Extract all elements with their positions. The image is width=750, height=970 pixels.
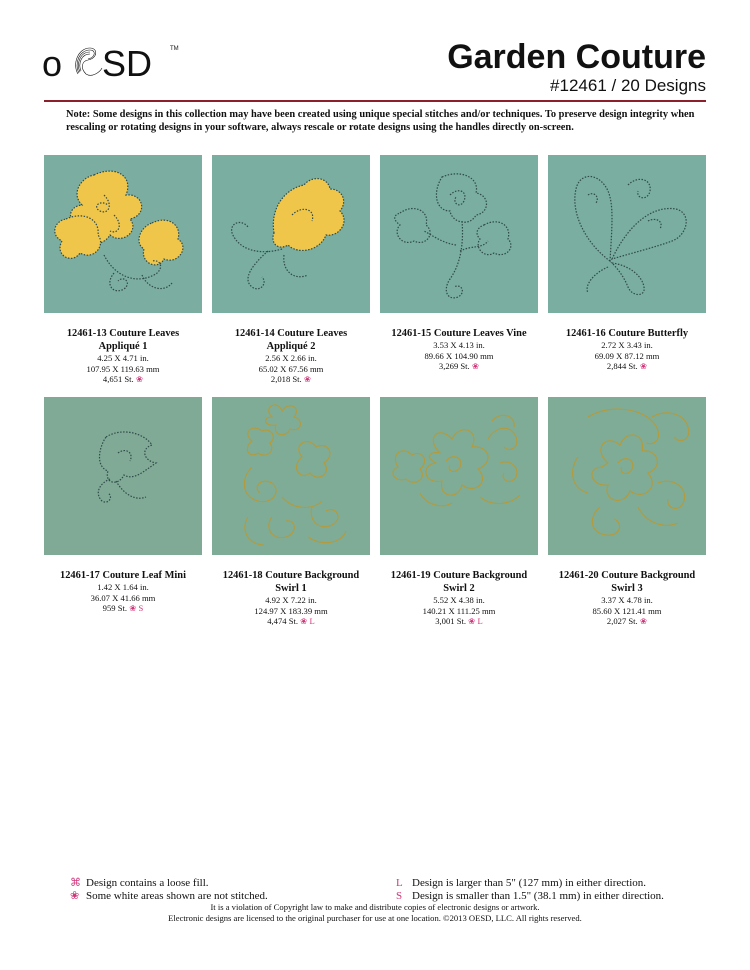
- stitch-count: 2,027 St.: [606, 616, 638, 627]
- design-title: 12461-14 Couture Leaves: [234, 328, 348, 339]
- design-title: 12461-15 Couture Leaves Vine: [391, 328, 527, 339]
- design-symbols: ❀: [639, 616, 648, 627]
- design-stitches-row: [212, 616, 370, 627]
- stitch-count: 959 St.: [102, 603, 128, 614]
- stitch-count: 4,651 St.: [102, 374, 134, 385]
- stitch-count: 2,844 St.: [606, 361, 638, 372]
- small-symbol: S: [396, 889, 403, 902]
- design-size-mm: 107.95 X 119.63 mm: [86, 363, 160, 374]
- design-title: 12461-19 Couture Background: [390, 570, 528, 581]
- design-symbols: ❀: [639, 361, 648, 372]
- oesd-logo: [42, 40, 192, 86]
- design-symbols: ❀ S: [129, 603, 144, 614]
- stitch-count: 3,001 St.: [435, 616, 467, 627]
- legend-large: [396, 877, 664, 890]
- design-size-inches: 3.37 X 4.78 in.: [601, 595, 653, 605]
- design-stitches-row: [212, 374, 370, 385]
- logo-mark: [42, 40, 192, 86]
- legend-white-areas: [70, 890, 268, 903]
- design-size-inches: 2.72 X 3.43 in.: [601, 340, 653, 350]
- design-size-mm: 65.02 X 67.56 mm: [258, 363, 324, 374]
- design-title-line2: Swirl 1: [275, 583, 307, 594]
- legend-text: Some white areas shown are not stitched.: [86, 889, 268, 902]
- design-stitches-row: [548, 616, 706, 627]
- svg-text:TM: TM: [170, 46, 179, 52]
- design-size-inches: 1.42 X 1.64 in.: [97, 582, 149, 592]
- design-symbols: ❀ L: [300, 616, 315, 627]
- design-symbols: ❀: [135, 374, 144, 385]
- design-size-mm: 124.97 X 183.39 mm: [254, 605, 328, 616]
- loose-fill-icon: ⌘: [70, 877, 81, 889]
- page-title: Garden Couture: [447, 38, 706, 76]
- design-symbols: ❀: [471, 361, 480, 372]
- stitch-count: 3,269 St.: [438, 361, 470, 372]
- legend-right: [396, 877, 664, 902]
- design-preview: [212, 155, 370, 313]
- legend-loose-fill: [70, 877, 268, 890]
- footer-copyright-2: Electronic designs are licensed to the original purchaser for use at one location. ©2013 OESD, LLC. All rights reserved.: [168, 913, 582, 923]
- design-title-line2: Appliqué 2: [266, 341, 316, 352]
- design-size-mm: 140.21 X 111.25 mm: [422, 605, 496, 616]
- design-title: 12461-13 Couture Leaves: [66, 328, 180, 339]
- svg-text:o: o: [42, 43, 63, 84]
- design-preview: [212, 397, 370, 555]
- design-size-mm: 89.66 X 104.90 mm: [424, 350, 494, 361]
- design-preview: [44, 155, 202, 313]
- design-card: [380, 155, 538, 372]
- design-card: [212, 397, 370, 627]
- design-preview: [44, 397, 202, 555]
- design-title-line2: Swirl 2: [443, 583, 475, 594]
- legend-text: Design contains a loose fill.: [86, 877, 209, 889]
- design-size-inches: 3.53 X 4.13 in.: [433, 340, 485, 350]
- design-note: Note: Some designs in this collection may have been created using unique special stitches and/or techniques. To preserve design integrity when rescaling or rotating designs in your software, always rescale or rotate designs using the handles directly on-screen.: [66, 109, 695, 133]
- design-preview: [548, 397, 706, 555]
- design-title: 12461-20 Couture Background: [558, 570, 696, 581]
- design-card: [548, 397, 706, 627]
- footer-copyright-1: It is a violation of Copyright law to make and distribute copies of electronic designs or artwork.: [210, 902, 540, 912]
- design-symbols: ❀: [303, 374, 312, 385]
- legend-small: [396, 890, 664, 903]
- design-size-inches: 5.52 X 4.38 in.: [433, 595, 485, 605]
- design-size-inches: 4.92 X 7.22 in.: [265, 595, 317, 605]
- design-title: 12461-18 Couture Background: [222, 570, 360, 581]
- white-areas-icon: ❀: [70, 889, 80, 902]
- stitch-count: 4,474 St.: [267, 616, 299, 627]
- design-title-line2: Swirl 3: [611, 583, 643, 594]
- design-card: [380, 397, 538, 627]
- design-card: [44, 155, 202, 385]
- stitch-count: 2,018 St.: [270, 374, 302, 385]
- design-title-line2: Appliqué 1: [98, 341, 148, 352]
- legend-text: Design is smaller than 1.5" (38.1 mm) in either direction.: [412, 889, 664, 902]
- design-card: [548, 155, 706, 372]
- design-size-mm: 85.60 X 121.41 mm: [592, 605, 662, 616]
- design-size-inches: 2.56 X 2.66 in.: [265, 353, 317, 363]
- design-symbols: ❀ L: [468, 616, 483, 627]
- design-card: [212, 155, 370, 385]
- design-size-mm: 69.09 X 87.12 mm: [594, 350, 660, 361]
- design-title: 12461-16 Couture Butterfly: [565, 328, 689, 339]
- design-stitches-row: [380, 361, 538, 372]
- large-symbol: L: [396, 877, 403, 889]
- svg-text:SD: SD: [102, 43, 153, 84]
- design-stitches-row: [548, 361, 706, 372]
- legend-left: [70, 877, 268, 902]
- design-size-inches: 4.25 X 4.71 in.: [97, 353, 149, 363]
- design-size-mm: 36.07 X 41.66 mm: [90, 592, 156, 603]
- legend-text: Design is larger than 5" (127 mm) in either direction.: [412, 877, 647, 889]
- design-preview: [380, 155, 538, 313]
- design-stitches-row: [44, 374, 202, 385]
- design-title: 12461-17 Couture Leaf Mini: [60, 570, 186, 581]
- design-stitches-row: [380, 616, 538, 627]
- header-divider: [44, 100, 706, 102]
- design-preview: [548, 155, 706, 313]
- design-preview: [380, 397, 538, 555]
- design-card: [44, 397, 202, 614]
- design-stitches-row: [44, 603, 202, 614]
- collection-number: #12461 / 20 Designs: [550, 76, 706, 95]
